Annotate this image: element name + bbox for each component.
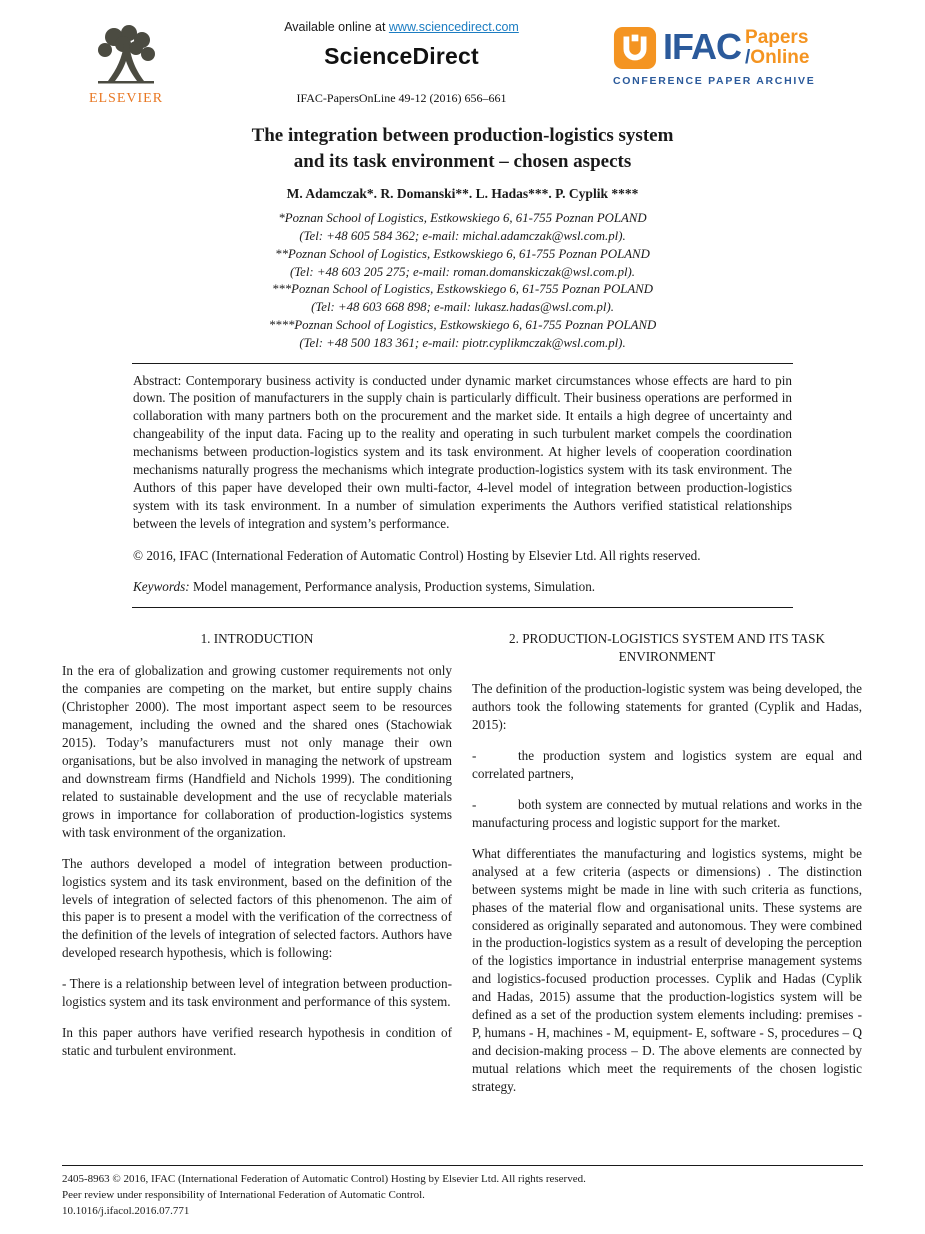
affiliation-line: (Tel: +48 603 205 275; e-mail: roman.domanskiczak@wsl.com.pl). — [289, 264, 636, 279]
paper-title-line2: and its task environment – chosen aspects — [293, 150, 632, 172]
header-center — [190, 18, 613, 106]
paper-title-line1: The integration between production-logistics system — [251, 125, 674, 146]
papers-online-wordmark — [745, 26, 809, 68]
section-2-bullet-1 — [472, 747, 862, 783]
abstract-text: Contemporary business activity is conducted under dynamic market circumstances whose effects are hard to pin down. The position of manufacturers in the supply chain is particularly difficult. Their business operations are performed in collaboration with many partners both on the procurement and the market side. It entails a high degree of uncertainty and changeability of the input data. Facing up to the reality and operating in such turbulent market compels the coordination mechanisms between production-logistics system and its task environment. At higher levels of cooperation coordination mechanisms naturally progress the mechanisms which integrate production-logistics system with its task environment. The Authors of this paper have developed their own multi-factor, 4-level model of integration between production-logistics system with its task environment. In a number of simulation experiments the Authors verified statistical relationships between the levels of integration and system’s performance. — [133, 372, 793, 532]
elsevier-logo — [62, 18, 190, 107]
keywords-text: Model management, Performance analysis, Production systems, Simulation. — [192, 579, 596, 595]
footer-peer-review: Peer review under responsibility of International Federation of Automatic Control. — [62, 1189, 425, 1202]
paper-title — [62, 123, 863, 174]
ifac-logo-top-row — [613, 26, 863, 70]
section-1-paragraph-1: In the era of globalization and growing customer requirements not only the companies are competing on the market, but entire supply chains (Christopher 2000). The most important aspect seem to be resources management, including the owned and the shared ones (Stachowiak 2015). Today’s manufacturers must not only manage their own organisations, but be also involved in managing the network of upstream and downstream firms (Handfield and Nichols 1999). The conditioning related to sustainable development and the use of recyclable materials grows in importance for collaboration of production-logistics systems with task environment of the organization. — [62, 663, 452, 840]
ifac-wordmark: IFAC — [663, 26, 742, 67]
body-columns — [62, 630, 863, 1109]
section-2-paragraph-1: The definition of the production-logistic system was being developed, the authors took the following statements for granted (Cyplik and Hadas, 2015): — [472, 681, 862, 732]
affiliation-line: (Tel: +48 605 584 362; e-mail: michal.adamczak@wsl.com.pl). — [299, 229, 626, 244]
affiliation-line: ****Poznan School of Logistics, Estkowskiego 6, 61-755 Poznan POLAND — [268, 317, 657, 332]
ifac-papersonline-logo — [613, 18, 863, 87]
ifac-icon — [613, 26, 657, 70]
online-text: Online — [750, 47, 810, 68]
right-column — [472, 630, 862, 1109]
journal-header — [62, 18, 863, 107]
abstract-label: Abstract: — [133, 372, 186, 388]
bullet-dash: - — [472, 747, 477, 763]
sciencedirect-link[interactable]: www.sciencedirect.com — [388, 20, 519, 34]
authors-line: M. Adamczak*. R. Domanski**. L. Hadas***. P. Cyplik **** — [286, 186, 639, 202]
affiliation-line: (Tel: +48 603 668 898; e-mail: lukasz.hadas@wsl.com.pl). — [311, 300, 614, 315]
section-2-bullet-2 — [472, 796, 862, 832]
section-1-paragraph-4: In this paper authors have verified research hypothesis in condition of static and turbulent environment. — [62, 1025, 452, 1059]
affiliation-line: (Tel: +48 500 183 361; e-mail: piotr.cyplikmczak@wsl.com.pl). — [299, 335, 626, 350]
papers-text: Papers — [745, 27, 809, 48]
footer-issn-copyright: 2405-8963 © 2016, IFAC (International Federation of Automatic Control) Hosting by Elsevier Ltd. All rights reserved. — [62, 1173, 586, 1186]
affiliation-line: ***Poznan School of Logistics, Estkowskiego 6, 61-755 Poznan POLAND — [271, 282, 654, 297]
conference-paper-archive-label: CONFERENCE PAPER ARCHIVE — [613, 75, 816, 87]
section-2-heading: 2. PRODUCTION-LOGISTICS SYSTEM AND ITS TASK ENVIRONMENT — [509, 631, 825, 665]
elsevier-wordmark: ELSEVIER — [88, 91, 164, 106]
affiliation-line: **Poznan School of Logistics, Estkowskiego 6, 61-755 Poznan POLAND — [275, 246, 650, 261]
abstract-paragraph — [133, 372, 792, 534]
bullet-text: the production system and logistics system are equal and correlated partners, — [472, 747, 862, 781]
sciencedirect-wordmark: ScienceDirect — [324, 43, 479, 69]
page-footer — [62, 1165, 863, 1234]
keywords-label: Keywords: — [133, 579, 193, 595]
copyright-line: © 2016, IFAC (International Federation of Automatic Control) Hosting by Elsevier Ltd. All rights reserved. — [133, 548, 701, 564]
footer-doi: 10.1016/j.ifacol.2016.07.771 — [62, 1205, 190, 1218]
section-1-heading: 1. INTRODUCTION — [200, 631, 314, 647]
slash-glyph: / — [745, 47, 751, 68]
abstract-section — [132, 363, 793, 609]
journal-reference: IFAC-PapersOnLine 49-12 (2016) 656–661 — [296, 91, 507, 105]
elsevier-tree-icon — [90, 24, 162, 88]
bullet-dash: - — [472, 796, 477, 812]
left-column — [62, 630, 452, 1109]
available-online-text: Available online at — [284, 20, 389, 34]
affiliations-block — [62, 210, 863, 352]
section-1-paragraph-2: The authors developed a model of integration between production-logistics system and its task environment, based on the definition of the levels of integration of selected factors of this phenomenon. The aim of this paper is to present a model with the verification of the correctness of the definition of the levels of integration of selected factors. Authors have developed research hypothesis, which is following: — [62, 855, 452, 961]
available-online-line — [190, 20, 613, 34]
affiliation-line: *Poznan School of Logistics, Estkowskiego 6, 61-755 Poznan POLAND — [278, 211, 647, 226]
keywords-line — [133, 579, 792, 595]
section-2-paragraph-2: What differentiates the manufacturing and logistics systems, might be analysed at a few criteria (aspects or dimensions) . The distinction between systems might be made in line with such criteria as functions, phases of the material flow and organisational units. These systems are considered as originally separated and autonomous. They were combined in the production-logistics system as a result of developing the perception of the logistics importance in industrial enterprise management systems and logistics-focused production processes. Cyplik and Hadas (Cyplik and Hadas, 2015) assume that the production-logistics system will be defined as a set of the production system elements including: premises - P, humans - H, machines - M, equipment- E, software - S, procedures – Q and decision-making process – D. The above elements are connected by mutual relations which meet the requirements of the chosen logistic strategy. — [472, 845, 862, 1095]
bullet-text: both system are connected by mutual relations and works in the manufacturing process and logistic support for the market. — [472, 796, 862, 830]
section-1-hypothesis: - There is a relationship between level of integration between production-logistics system and its task environment and performance of this system. — [62, 976, 452, 1010]
